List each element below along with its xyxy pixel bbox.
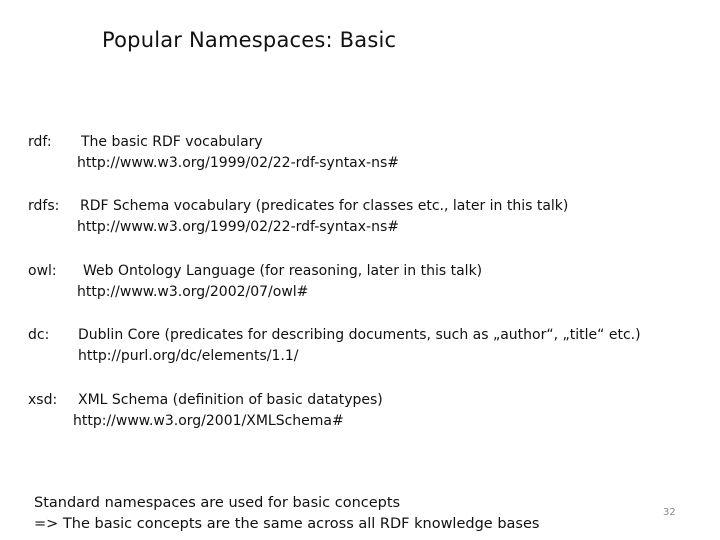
namespace-prefix: xsd: — [28, 392, 58, 408]
namespace-prefix: owl: — [28, 263, 57, 279]
namespace-description: XML Schema (definition of basic datatypes) — [78, 392, 383, 408]
slide-title: Popular Namespaces: Basic — [102, 28, 397, 52]
namespace-url: http://www.w3.org/2001/XMLSchema# — [73, 413, 344, 429]
namespace-row-owl — [28, 263, 708, 309]
namespace-row-xsd — [28, 392, 708, 438]
namespace-description: Dublin Core (predicates for describing documents, such as „author“, „title“ etc.) — [78, 327, 641, 343]
namespace-description: The basic RDF vocabulary — [81, 134, 263, 150]
namespace-url: http://www.w3.org/2002/07/owl# — [77, 284, 309, 300]
namespace-row-rdfs — [28, 198, 708, 244]
namespace-url: http://www.w3.org/1999/02/22-rdf-syntax-ns# — [77, 155, 399, 171]
namespace-row-dc — [28, 327, 708, 373]
namespace-prefix: dc: — [28, 327, 50, 343]
namespace-url: http://www.w3.org/1999/02/22-rdf-syntax-ns# — [77, 219, 399, 235]
namespace-url: http://purl.org/dc/elements/1.1/ — [78, 348, 299, 364]
footer-line-2: => The basic concepts are the same across all RDF knowledge bases — [34, 516, 540, 532]
page-number: 32 — [663, 507, 676, 518]
namespace-description: RDF Schema vocabulary (predicates for classes etc., later in this talk) — [80, 198, 569, 214]
namespace-prefix: rdfs: — [28, 198, 60, 214]
namespace-row-rdf — [28, 134, 708, 180]
footer-note — [34, 493, 539, 535]
namespace-description: Web Ontology Language (for reasoning, later in this talk) — [83, 263, 483, 279]
footer-line-1: Standard namespaces are used for basic concepts — [34, 495, 401, 511]
namespace-prefix: rdf: — [28, 134, 52, 150]
